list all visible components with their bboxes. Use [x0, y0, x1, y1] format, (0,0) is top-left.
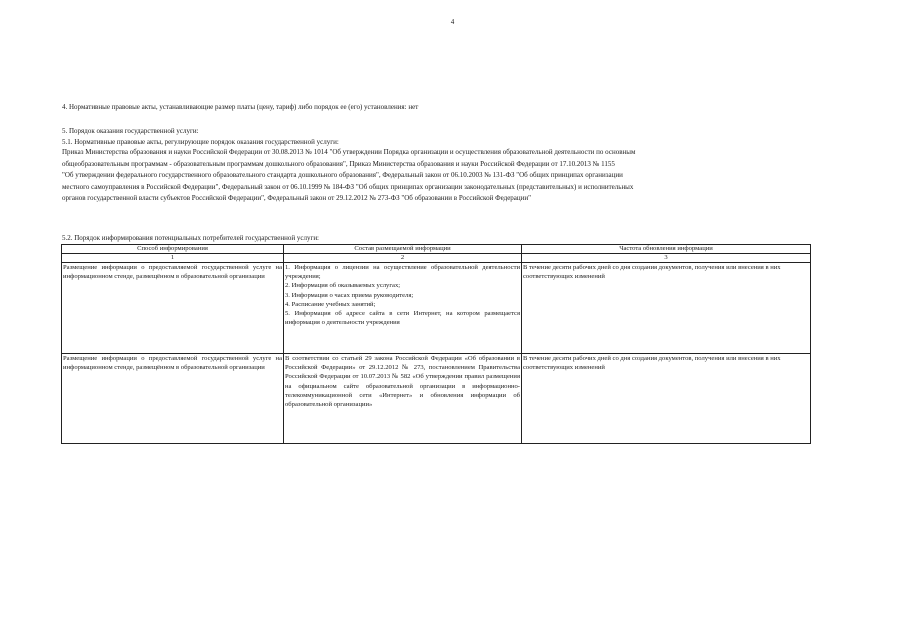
page-number: 4 — [450, 18, 455, 26]
section-5-1-legal-acts — [62, 147, 807, 205]
column-number-row — [62, 254, 811, 263]
column-number: 1 — [62, 254, 284, 263]
legal-acts-line: общеобразовательным программам - образовательным программам дошкольного образования", Приказ Министерства образования и науки Российской Федерации от 17.10.2013 № 1155 — [62, 159, 615, 168]
table-row — [62, 354, 811, 444]
column-header: Способ информирования — [62, 245, 284, 254]
column-number: 2 — [284, 254, 522, 263]
section-4-text: 4. Нормативные правовые акты, устанавливающие размер платы (цену, тариф) либо порядок ее (его) установления: нет — [62, 103, 419, 111]
column-header: Состав размещаемой информации — [284, 245, 522, 254]
content-item: 3. Информация о часах приема руководителя; — [285, 291, 414, 299]
information-table — [61, 244, 811, 444]
method-cell: Размещение информации о предоставляемой государственной услуге на информационном стенде, размещённом в образовательной организации — [62, 263, 284, 354]
legal-acts-line: местного самоуправления в Российской Федерации", Федеральный закон от 06.10.1999 № 184-ФЗ "Об общих принципах организации законодательных (представительных) и исполнительных — [62, 182, 634, 191]
section-5-2-heading: 5.2. Порядок информирования потенциальных потребителей государственной услуги: — [62, 234, 320, 242]
legal-acts-line: Приказ Министерства образования и науки Российской Федерации от 30.08.2013 № 1014 "Об утверждении Порядка организации и осуществления образовательной деятельности по основным — [62, 148, 636, 156]
legal-acts-line: "Об утверждении федерального государственного образовательного стандарта дошкольного образования", Федеральный закон от 06.10.2003 № 131-ФЗ "Об общих принципах организации — [62, 171, 623, 179]
column-header: Частота обновления информации — [522, 245, 811, 254]
content-cell: В соответствии со статьей 29 закона Российской Федерации «Об образовании в Российской Федерации» от 29.12.2012 № 273, постановлением Правительства Российской Федерации от 10.07.2013 № 582 «Об утверждении правил размещения на официальном сайте образовательной организации в информационно-телекоммуникационной сети «Интернет» и обновления информации об образовательной организации» — [284, 354, 522, 444]
method-cell: Размещение информации о предоставляемой государственной услуге на информационном стенде, размещённом в образовательной организации — [62, 354, 284, 444]
table-row — [62, 263, 811, 354]
content-item: 4. Расписание учебных занятий; — [285, 300, 376, 308]
content-item: 5. Информация об адресе сайта в сети Интернет, на котором размещается информация о деятельности учреждения — [285, 310, 520, 327]
content-item: 2. Информация об оказываемых услугах; — [285, 282, 401, 290]
table-header-row — [62, 245, 811, 254]
content-cell — [284, 263, 522, 354]
section-5-1-heading: 5.1. Нормативные правовые акты, регулирующие порядок оказания государственной услуги: — [62, 138, 339, 146]
frequency-cell: В течение десяти рабочих дней со дня создания документов, получения или внесения в них соответствующих изменений — [522, 263, 811, 354]
frequency-cell: В течение десяти рабочих дней со дня создания документов, получения или внесения в них соответствующих изменений — [522, 354, 811, 444]
legal-acts-line: органов государственной власти субъектов Российской Федерации", Федеральный закон от 29.12.2012 № 273-ФЗ "Об образовании в Российской Федерации" — [62, 194, 532, 202]
content-item: 1. Информация о лицензии на осуществление образовательной деятельности учреждения; — [285, 264, 520, 281]
column-number: 3 — [522, 254, 811, 263]
section-5-heading: 5. Порядок оказания государственной услуги: — [62, 127, 199, 135]
